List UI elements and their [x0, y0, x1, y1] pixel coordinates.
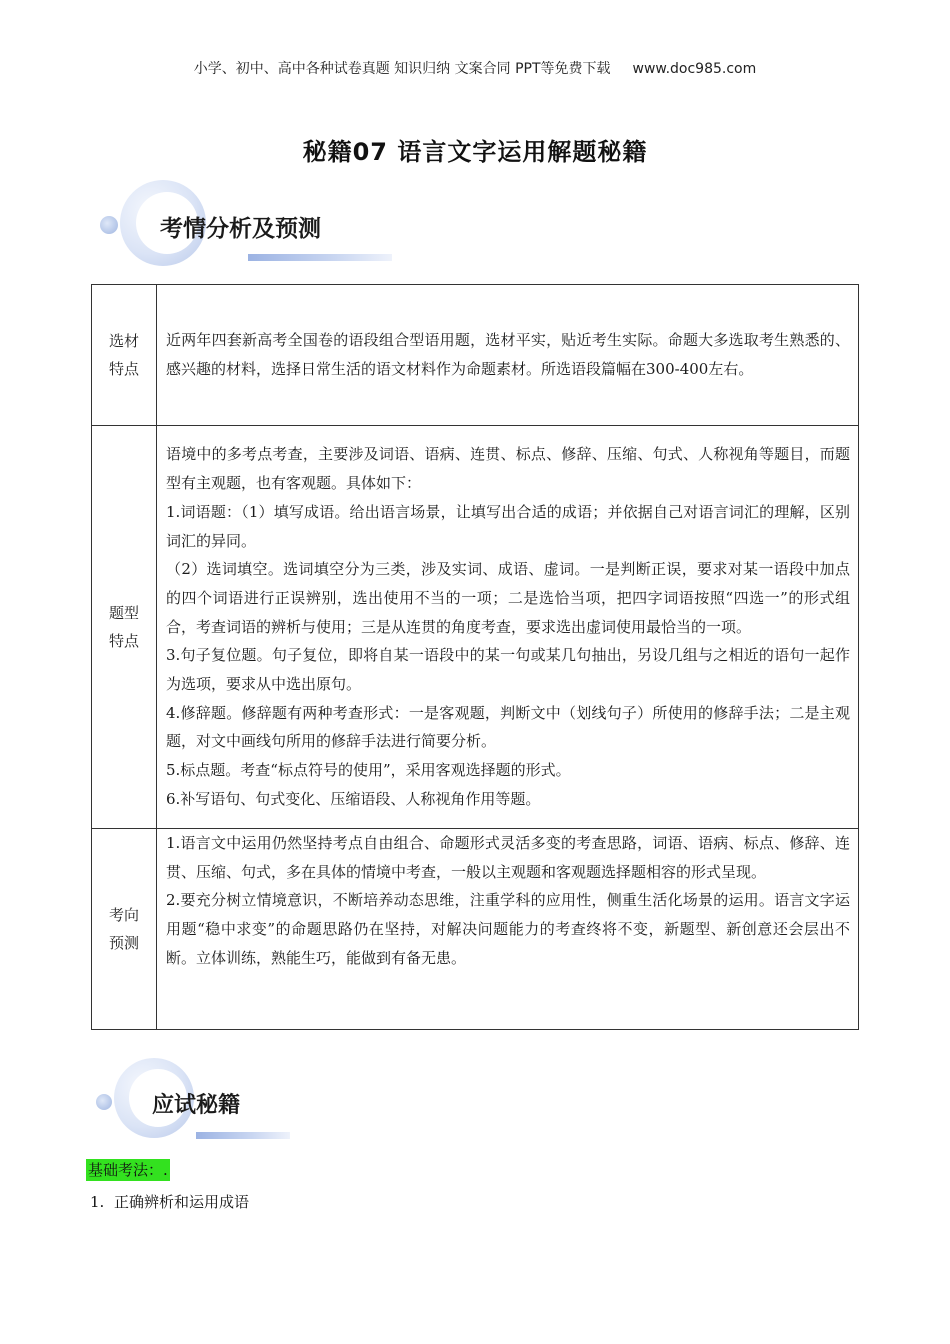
banner-underline — [196, 1132, 290, 1139]
row-content — [157, 829, 859, 1030]
paragraph: 4.修辞题。修辞题有两种考查形式：一是客观题，判断文中（划线句子）所使用的修辞手法；二是主观题，对文中画线句所用的修辞手法进行简要分析。 — [166, 703, 850, 751]
row-content — [157, 426, 859, 829]
basic-methods-label: 基础考法：. — [88, 1161, 168, 1179]
row-header: 题型 特点 — [92, 426, 157, 829]
header-website[interactable]: www.doc985.com — [632, 61, 757, 77]
paragraph: 3.句子复位题。句子复位，即将自某一语段中的某一句或某几句抽出，另设几组与之相近的语句一起作为选项，要求从中选出原句。 — [166, 646, 850, 694]
section-banner-strategy — [96, 1058, 296, 1142]
paragraph: （2）选词填空。选词填空分为三类，涉及实词、成语、虚词。一是判断正误，要求对某一语段中加点的四个词语进行正误辨别，选出使用不当的一项；二是选恰当项，把四字词语按照“四选一”的形式组合，考查词语的辨析与使用；三是从连贯的角度考查，要求选出虚词使用最恰当的一项。 — [166, 560, 850, 636]
row-content — [157, 285, 859, 426]
list-text: 正确辨析和运用成语 — [114, 1193, 250, 1211]
list-item — [90, 1191, 249, 1213]
paragraph: 6.补写语句、句式变化、压缩语段、人称视角作用等题。 — [166, 789, 541, 808]
exam-analysis-table — [91, 284, 859, 1030]
header-tagline: 小学、初中、高中各种试卷真题 知识归纳 文案合同 PPT等免费下载 — [193, 61, 611, 77]
section-banner-analysis — [96, 180, 396, 270]
paragraph: 5.标点题。考查“标点符号的使用”，采用客观选择题的形式。 — [166, 761, 571, 780]
paragraph: 1.词语题：（1）填写成语。给出语言场景，让填写出合适的成语；并依据自己对语言词汇的理解，区别词汇的异同。 — [166, 502, 850, 550]
table-row — [92, 285, 859, 426]
row-header: 选材 特点 — [92, 285, 157, 426]
paragraph: 2.要充分树立情境意识，不断培养动态思维，注重学科的应用性，侧重生活化场景的运用。语言文字运用题“稳中求变”的命题思路仍在坚持，对解决问题能力的考查终将不变，新题型、新创意还会层出不断。立体训练，熟能生巧，能做到有备无患。 — [166, 891, 850, 967]
table-row — [92, 426, 859, 829]
document-title: 秘籍07 语言文字运用解题秘籍 — [302, 138, 648, 166]
paragraph: 1.语言文中运用仍然坚持考点自由组合、命题形式灵活多变的考查思路，词语、语病、标点、修辞、连贯、压缩、句式，多在具体的情境中考查，一般以主观题和客观题选择题相容的形式呈现。 — [166, 834, 850, 881]
paragraph: 语境中的多考点考查，主要涉及词语、语病、连贯、标点、修辞、压缩、句式、人称视角等题目，而题型有主观题，也有客观题。具体如下： — [166, 445, 850, 493]
section-label: 应试秘籍 — [152, 1093, 241, 1118]
banner-dot-icon — [96, 1094, 112, 1110]
table-row — [92, 829, 859, 1030]
row-header: 考向 预测 — [92, 829, 157, 1030]
banner-dot-icon — [100, 216, 118, 234]
banner-underline — [248, 254, 392, 261]
site-header — [0, 58, 950, 78]
paragraph: 近两年四套新高考全国卷的语段组合型语用题，选材平实，贴近考生实际。命题大多选取考生熟悉的、感兴趣的材料，选择日常生活的语文材料作为命题素材。所选语段篇幅在300-400左右。 — [166, 331, 850, 378]
section-label: 考情分析及预测 — [160, 216, 321, 242]
list-number: 1. — [90, 1193, 105, 1211]
